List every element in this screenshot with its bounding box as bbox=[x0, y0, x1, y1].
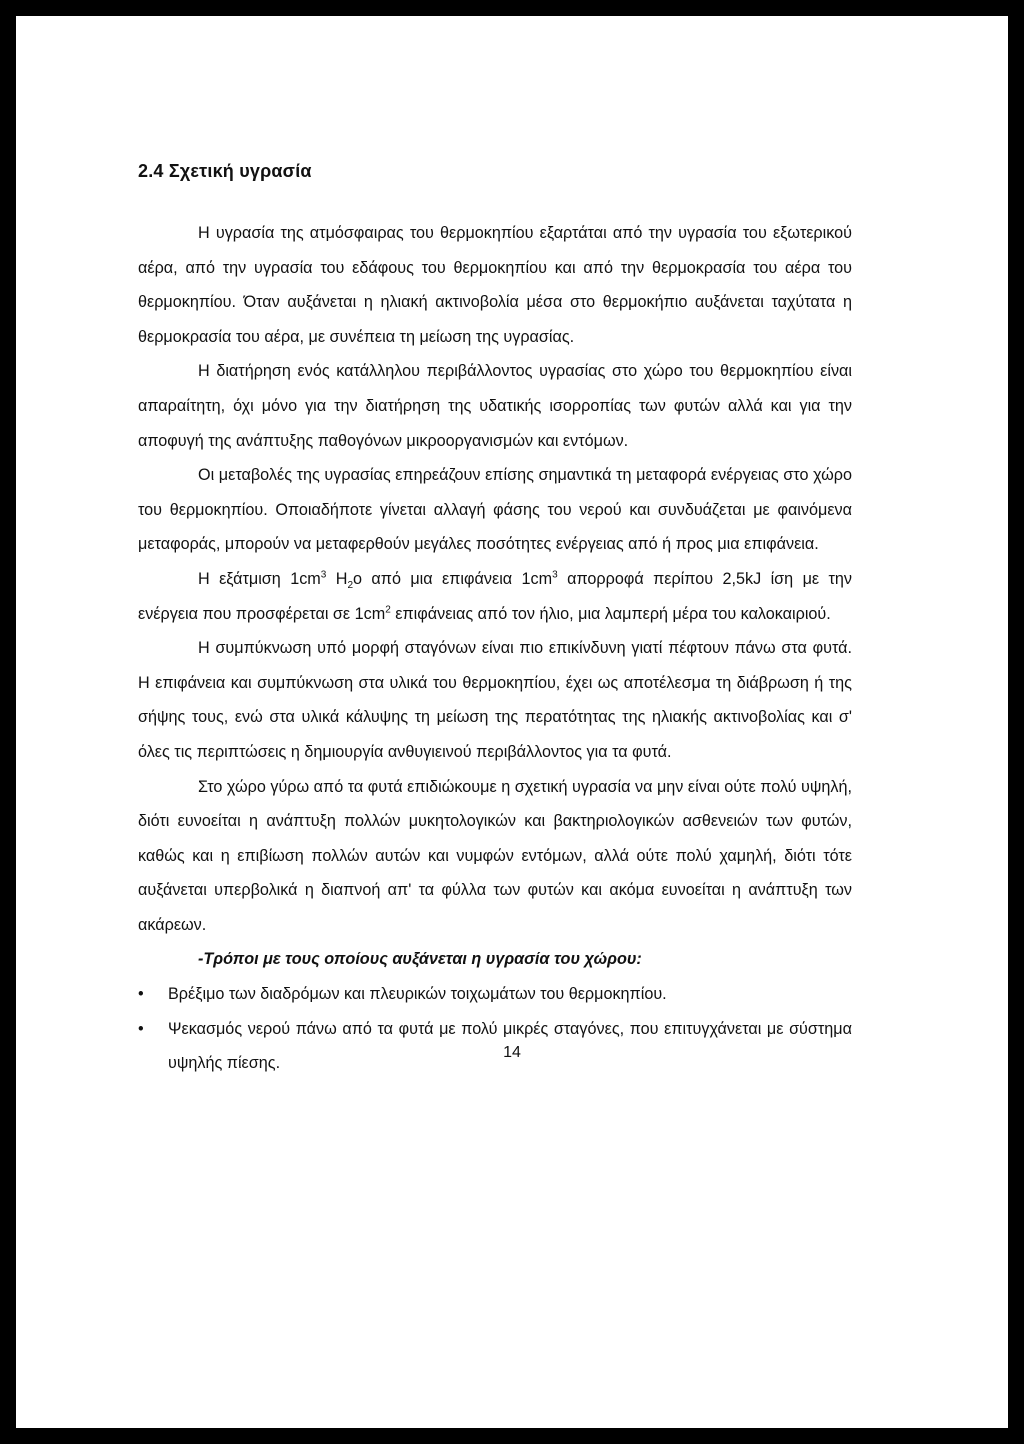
p4-sup-3: 2 bbox=[385, 604, 391, 616]
p4-text-2: H bbox=[326, 569, 348, 588]
bullet-list bbox=[138, 977, 852, 1081]
section-heading: 2.4 Σχετική υγρασία bbox=[138, 161, 312, 181]
list-item bbox=[138, 977, 852, 1012]
paragraph-1: Η υγρασία της ατμόσφαιρας του θερμοκηπίου εξαρτάται από την υγρασία του εξωτερικού αέρα, από την υγρασία του εδάφους του θερμοκηπίου και από την θερμοκρασία του αέρα του θερμοκηπίου. Όταν αυξάνεται η ηλιακή ακτινοβολία μέσα στο θερμοκήπιο αυξάνεται ταχύτατα η θερμοκρασία του αέρα, με συνέπεια τη μείωση της υγρασίας. bbox=[138, 224, 852, 346]
document-page bbox=[16, 16, 1008, 1428]
list-item-text: Ψεκασμός νερού πάνω από τα φυτά με πολύ μικρές σταγόνες, που επιτυγχάνεται με σύστημα υψηλής πίεσης. bbox=[168, 1019, 852, 1073]
page-number: 14 bbox=[503, 1044, 521, 1061]
p4-text-3: o από μια επιφάνεια 1cm bbox=[353, 569, 553, 588]
methods-subheading: -Τρόποι με τους οποίους αυξάνεται η υγρασία του χώρου: bbox=[198, 950, 642, 969]
paragraph-5: Η συμπύκνωση υπό μορφή σταγόνων είναι πιο επικίνδυνη γιατί πέφτουν πάνω στα φυτά. Η επιφάνεια και συμπύκνωση στα υλικά του θερμοκηπίου, έχει ως αποτέλεσμα τη διάβρωση ή της σήψης τους, ενώ στα υλικά κάλυψης τη μείωση της περατότητας της ηλιακής ακτινοβολίας και σ' όλες τις περιπτώσεις η δημιουργία ανθυγιεινού περιβάλλοντος για τα φυτά. bbox=[138, 639, 852, 761]
paragraph-4 bbox=[138, 562, 852, 631]
paragraph-2: Η διατήρηση ενός κατάλληλου περιβάλλοντος υγρασίας στο χώρο του θερμοκηπίου είναι απαραίτητη, όχι μόνο για την διατήρηση της υδατικής ισορροπίας των φυτών αλλά και για την αποφυγή της ανάπτυξης παθογόνων μικροοργανισμών και εντόμων. bbox=[138, 362, 852, 450]
paragraph-6: Στο χώρο γύρω από τα φυτά επιδιώκουμε η σχετική υγρασία να μην είναι ούτε πολύ υψηλή, διότι ευνοείται η ανάπτυξη πολλών μυκητολογικών και βακτηριολογικών ασθενειών των φυτών, καθώς και η επιβίωση πολλών αυτών και νυμφών εντόμων, αλλά ούτε πολύ χαμηλή, διότι τότε αυξάνεται υπερβολικά η διαπνοή απ' τα φύλλα των φυτών και ακόμα ευνοείται η ανάπτυξη των ακάρεων. bbox=[138, 777, 852, 934]
p4-text-4: απορροφά περίπου 2,5kJ ίση με την ενέργεια που προσφέρεται σε 1cm bbox=[138, 569, 853, 623]
bullet-icon: • bbox=[138, 1019, 144, 1038]
paragraph-3: Οι μεταβολές της υγρασίας επηρεάζουν επίσης σημαντικά τη μεταφορά ενέργειας στο χώρο του θερμοκηπίου. Οποιαδήποτε γίνεται αλλαγή φάσης του νερού και συνδυάζεται με φαινόμενα μεταφοράς, μπορούν να μεταφερθούν μεγάλες ποσότητες ενέργειας από ή προς μια επιφάνεια. bbox=[138, 466, 852, 554]
bullet-icon: • bbox=[138, 985, 144, 1004]
p4-text-1: Η εξάτμιση 1cm bbox=[198, 569, 321, 588]
list-item-text: Βρέξιμο των διαδρόμων και πλευρικών τοιχωμάτων του θερμοκηπίου. bbox=[168, 985, 667, 1004]
document-body bbox=[138, 216, 852, 1081]
p4-sup-2: 3 bbox=[552, 569, 558, 581]
p4-sup-1: 3 bbox=[320, 569, 327, 581]
p4-text-5: επιφάνειας από τον ήλιο, μια λαμπερή μέρα του καλοκαιριού. bbox=[390, 604, 831, 623]
p4-sub-1: 2 bbox=[347, 580, 354, 592]
